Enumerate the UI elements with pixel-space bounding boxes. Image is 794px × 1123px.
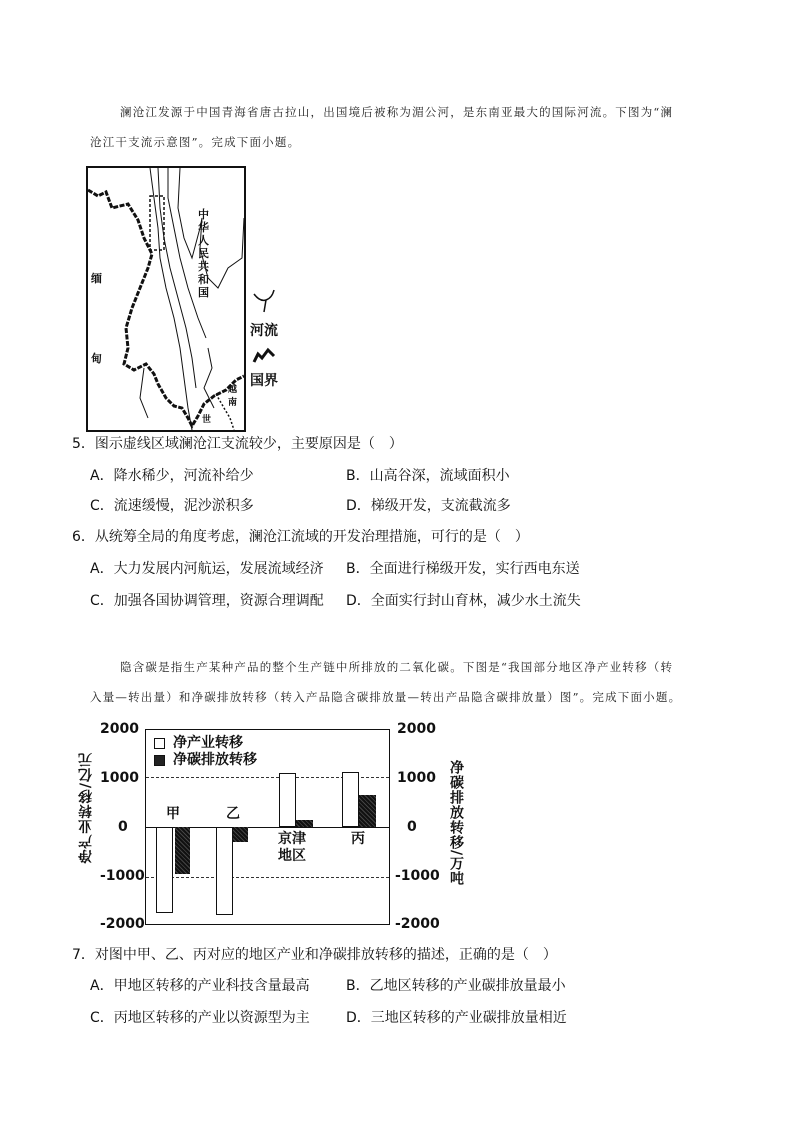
legend-item-carbon: 净碳排放转移 bbox=[154, 752, 257, 769]
right-tick-2000: 2000 bbox=[397, 721, 436, 737]
gridline-neg1000 bbox=[146, 877, 389, 878]
border-legend-icon bbox=[250, 346, 278, 366]
map-drawing bbox=[88, 168, 244, 430]
question-7-option-c[interactable]: C．丙地区转移的产业以资源型为主 bbox=[90, 1010, 310, 1026]
category-yi: 乙 bbox=[226, 806, 240, 822]
vietnam-label: 越 南 bbox=[228, 385, 238, 408]
passage-2-line-1: 隐含碳是指生产某种产品的整个生产链中所排放的二氧化碳。下图是“我国部分地区净产业转移（转 bbox=[120, 660, 674, 674]
passage-2 bbox=[90, 652, 722, 712]
left-tick-1000: 1000 bbox=[100, 770, 139, 786]
bar-jia-carbon bbox=[175, 827, 190, 874]
question-5-stem: 5．图示虚线区域澜沧江支流较少，主要原因是（ ） bbox=[72, 436, 403, 452]
question-5-option-d[interactable]: D．梯级开发，支流截流多 bbox=[346, 498, 511, 514]
question-7-option-a[interactable]: A．甲地区转移的产业科技含量最高 bbox=[90, 978, 310, 994]
bar-bing-carbon bbox=[359, 795, 376, 827]
lancang-river-map bbox=[86, 166, 246, 432]
category-jia: 甲 bbox=[166, 806, 180, 822]
question-6-stem: 6．从统筹全局的角度考虑，澜沧江流域的开发治理措施，可行的是（ ） bbox=[72, 529, 529, 545]
bar-jingjin-carbon bbox=[296, 820, 313, 827]
map-legend bbox=[250, 288, 278, 390]
river-legend-label: 河流 bbox=[250, 323, 278, 339]
chart-plot-area bbox=[145, 729, 390, 925]
myanmar-label-1: 缅 bbox=[91, 272, 102, 285]
right-tick-0: 0 bbox=[407, 819, 417, 835]
white-box-icon bbox=[154, 738, 165, 749]
question-6-option-a[interactable]: A．大力发展内河航运，发展流域经济 bbox=[90, 561, 324, 577]
left-tick-neg2000: -2000 bbox=[100, 916, 145, 932]
border-legend-label: 国界 bbox=[250, 373, 278, 389]
right-axis-label: 净碳排放转移/万吨 bbox=[448, 760, 464, 887]
question-5-option-a[interactable]: A．降水稀少，河流补给少 bbox=[90, 468, 254, 484]
right-tick-neg1000: -1000 bbox=[395, 868, 440, 884]
passage-1-line-1: 澜沧江发源于中国青海省唐古拉山，出国境后被称为湄公河，是东南亚最大的国际河流。下图为“澜 bbox=[120, 105, 674, 119]
china-label: 中 华 人 民 共 和 国 bbox=[198, 208, 209, 299]
question-6-option-c[interactable]: C．加强各国协调管理，资源合理调配 bbox=[90, 593, 324, 609]
category-bing: 丙 bbox=[351, 831, 365, 847]
right-tick-1000: 1000 bbox=[397, 770, 436, 786]
dark-box-icon bbox=[154, 755, 165, 766]
right-tick-neg2000: -2000 bbox=[395, 916, 440, 932]
question-5-option-b[interactable]: B．山高谷深，流域面积小 bbox=[346, 468, 510, 484]
legend-item-industry: 净产业转移 bbox=[154, 735, 257, 752]
chart-legend bbox=[154, 735, 257, 769]
passage-2-line-2: 入量—转出量）和净碳排放转移（转入产品隐含碳排放量—转出产品隐含碳排放量）图”。完成下面小题。 bbox=[90, 690, 682, 704]
left-tick-2000: 2000 bbox=[100, 721, 139, 737]
passage-1 bbox=[90, 97, 722, 157]
question-5-option-c[interactable]: C．流速缓慢，泥沙淤积多 bbox=[90, 498, 254, 514]
question-7-stem: 7．对图中甲、乙、丙对应的地区产业和净碳排放转移的描述，正确的是（ ） bbox=[72, 947, 557, 963]
question-7-option-d[interactable]: D．三地区转移的产业碳排放量相近 bbox=[346, 1010, 567, 1026]
question-7-option-b[interactable]: B．乙地区转移的产业碳排放量最小 bbox=[346, 978, 566, 994]
bar-bing-industry bbox=[342, 772, 359, 827]
category-jingjin: 京津 地区 bbox=[278, 831, 306, 864]
question-6-option-b[interactable]: B．全面进行梯级开发，实行西电东送 bbox=[346, 561, 580, 577]
bar-yi-industry bbox=[216, 827, 233, 915]
left-tick-neg1000: -1000 bbox=[100, 868, 145, 884]
myanmar-label-2: 甸 bbox=[91, 352, 102, 365]
bar-jia-industry bbox=[156, 827, 173, 913]
bar-jingjin-industry bbox=[279, 773, 296, 827]
laos-label: 世 bbox=[202, 415, 212, 425]
passage-1-line-2: 沧江干支流示意图”。完成下面小题。 bbox=[90, 135, 301, 149]
left-tick-0: 0 bbox=[118, 819, 128, 835]
question-6-option-d[interactable]: D．全面实行封山育林，减少水土流失 bbox=[346, 593, 581, 609]
left-axis-label: 净产业转移/亿元 bbox=[78, 752, 94, 864]
river-legend-icon bbox=[250, 288, 278, 314]
bar-yi-carbon bbox=[233, 827, 248, 842]
